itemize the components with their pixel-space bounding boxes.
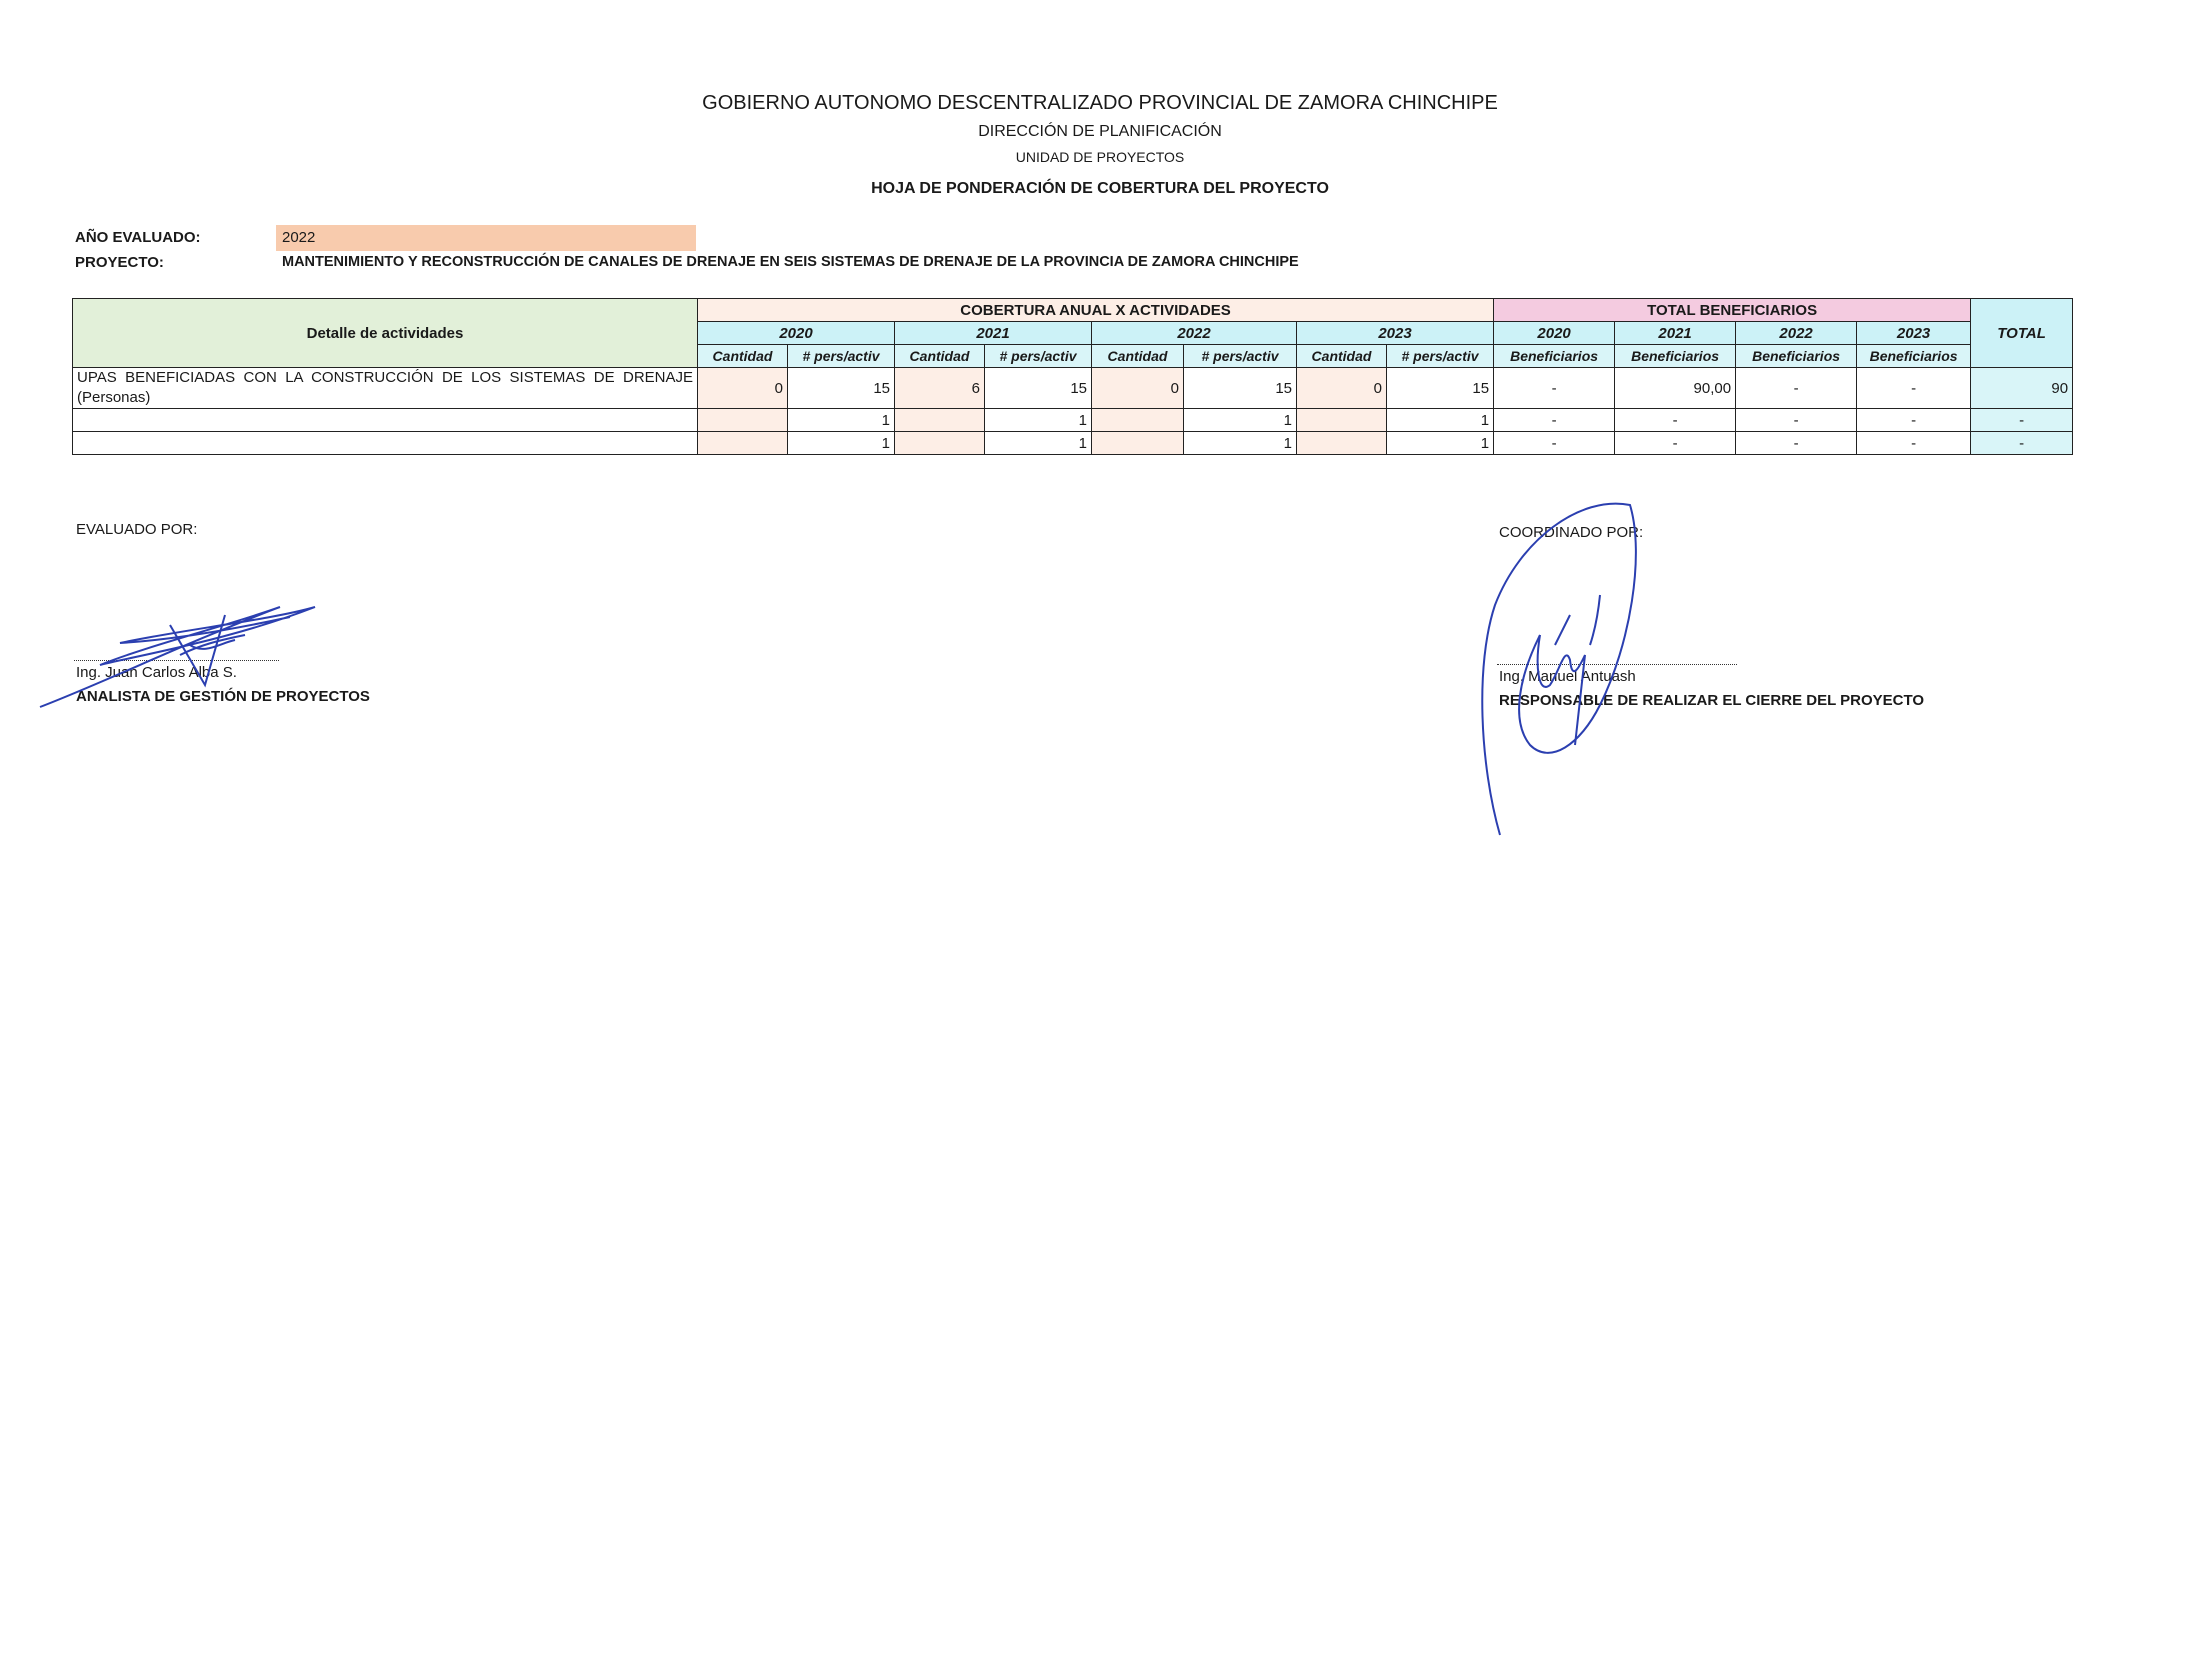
beneficiaries-header: TOTAL BENEFICIARIOS	[1494, 299, 1971, 322]
year-label: AÑO EVALUADO:	[75, 229, 201, 246]
coordinated-by-label: COORDINADO POR:	[1499, 524, 1644, 541]
project-label: PROYECTO:	[75, 254, 164, 271]
beneficiaries-cell: 90,00	[1615, 368, 1736, 409]
pers-cell: 15	[1387, 368, 1494, 409]
qty-cell	[1297, 432, 1387, 455]
year-header: 2020	[698, 322, 895, 345]
beneficiaries-cell: -	[1615, 432, 1736, 455]
beneficiaries-cell: -	[1857, 432, 1971, 455]
coordinator-name: Ing. Manuel Antuash	[1499, 668, 1636, 685]
coordinator-signature	[1470, 495, 1670, 840]
qty-cell	[1092, 432, 1184, 455]
year-highlight	[276, 225, 696, 251]
unit-name: UNIDAD DE PROYECTOS	[1015, 149, 1185, 165]
year-value: 2022	[282, 229, 316, 246]
pers-cell: 1	[1387, 432, 1494, 455]
ben-subheader: Beneficiarios	[1736, 345, 1857, 368]
pers-cell: 1	[985, 432, 1092, 455]
year-header: 2023	[1297, 322, 1494, 345]
qty-cell	[1297, 409, 1387, 432]
ben-year-header: 2022	[1736, 322, 1857, 345]
pers-cell: 1	[1184, 432, 1297, 455]
beneficiaries-cell: -	[1857, 368, 1971, 409]
qty-subheader: Cantidad	[1297, 345, 1387, 368]
evaluator-role: ANALISTA DE GESTIÓN DE PROYECTOS	[76, 688, 370, 705]
year-header: 2021	[895, 322, 1092, 345]
beneficiaries-cell: -	[1494, 432, 1615, 455]
ben-year-header: 2021	[1615, 322, 1736, 345]
activity-description: UPAS BENEFICIADAS CON LA CONSTRUCCIÓN DE LOS SISTEMAS DE DRENAJE (Personas)	[73, 368, 698, 409]
evaluated-by-label: EVALUADO POR:	[76, 521, 198, 538]
ben-subheader: Beneficiarios	[1857, 345, 1971, 368]
beneficiaries-cell: -	[1736, 432, 1857, 455]
table-row	[73, 368, 2073, 409]
qty-cell: 0	[1092, 368, 1184, 409]
detail-header: Detalle de actividades	[73, 299, 698, 368]
pers-cell: 15	[788, 368, 895, 409]
beneficiaries-cell: -	[1736, 409, 1857, 432]
pers-subheader: # pers/activ	[1184, 345, 1297, 368]
ben-subheader: Beneficiarios	[1494, 345, 1615, 368]
ben-year-header: 2023	[1857, 322, 1971, 345]
pers-cell: 15	[985, 368, 1092, 409]
pers-subheader: # pers/activ	[1387, 345, 1494, 368]
beneficiaries-cell: -	[1494, 368, 1615, 409]
qty-cell: 0	[1297, 368, 1387, 409]
total-cell: 90	[1971, 368, 2073, 409]
project-value: MANTENIMIENTO Y RECONSTRUCCIÓN DE CANALES DE DRENAJE EN SEIS SISTEMAS DE DRENAJE DE LA PROVINCIA DE ZAMORA CHINCHIPE	[282, 254, 1299, 270]
qty-cell	[1092, 409, 1184, 432]
beneficiaries-cell: -	[1494, 409, 1615, 432]
qty-subheader: Cantidad	[698, 345, 788, 368]
evaluator-name: Ing. Juan Carlos Alba S.	[76, 664, 237, 681]
pers-cell: 1	[985, 409, 1092, 432]
ben-subheader: Beneficiarios	[1615, 345, 1736, 368]
qty-cell: 6	[895, 368, 985, 409]
qty-cell: 0	[698, 368, 788, 409]
qty-cell	[895, 432, 985, 455]
pers-cell: 1	[788, 432, 895, 455]
table-row	[73, 432, 2073, 455]
qty-subheader: Cantidad	[1092, 345, 1184, 368]
total-cell: -	[1971, 409, 2073, 432]
department-name: DIRECCIÓN DE PLANIFICACIÓN	[978, 123, 1222, 140]
activity-description	[73, 409, 698, 432]
pers-cell: 1	[1387, 409, 1494, 432]
qty-subheader: Cantidad	[895, 345, 985, 368]
coverage-header: COBERTURA ANUAL X ACTIVIDADES	[698, 299, 1494, 322]
pers-subheader: # pers/activ	[788, 345, 895, 368]
org-name: GOBIERNO AUTONOMO DESCENTRALIZADO PROVINCIAL DE ZAMORA CHINCHIPE	[702, 92, 1498, 114]
evaluator-signature	[30, 585, 330, 715]
document-title: HOJA DE PONDERACIÓN DE COBERTURA DEL PROYECTO	[871, 180, 1329, 197]
pers-cell: 1	[1184, 409, 1297, 432]
beneficiaries-cell: -	[1736, 368, 1857, 409]
qty-cell	[698, 432, 788, 455]
beneficiaries-cell: -	[1857, 409, 1971, 432]
qty-cell	[895, 409, 985, 432]
qty-cell	[698, 409, 788, 432]
coordinator-role: RESPONSABLE DE REALIZAR EL CIERRE DEL PROYECTO	[1499, 692, 1925, 709]
year-header: 2022	[1092, 322, 1297, 345]
pers-subheader: # pers/activ	[985, 345, 1092, 368]
pers-cell: 1	[788, 409, 895, 432]
total-cell: -	[1971, 432, 2073, 455]
beneficiaries-cell: -	[1615, 409, 1736, 432]
pers-cell: 15	[1184, 368, 1297, 409]
activity-description	[73, 432, 698, 455]
table-row	[73, 409, 2073, 432]
total-header: TOTAL	[1971, 299, 2073, 368]
coverage-table	[72, 298, 2073, 455]
ben-year-header: 2020	[1494, 322, 1615, 345]
